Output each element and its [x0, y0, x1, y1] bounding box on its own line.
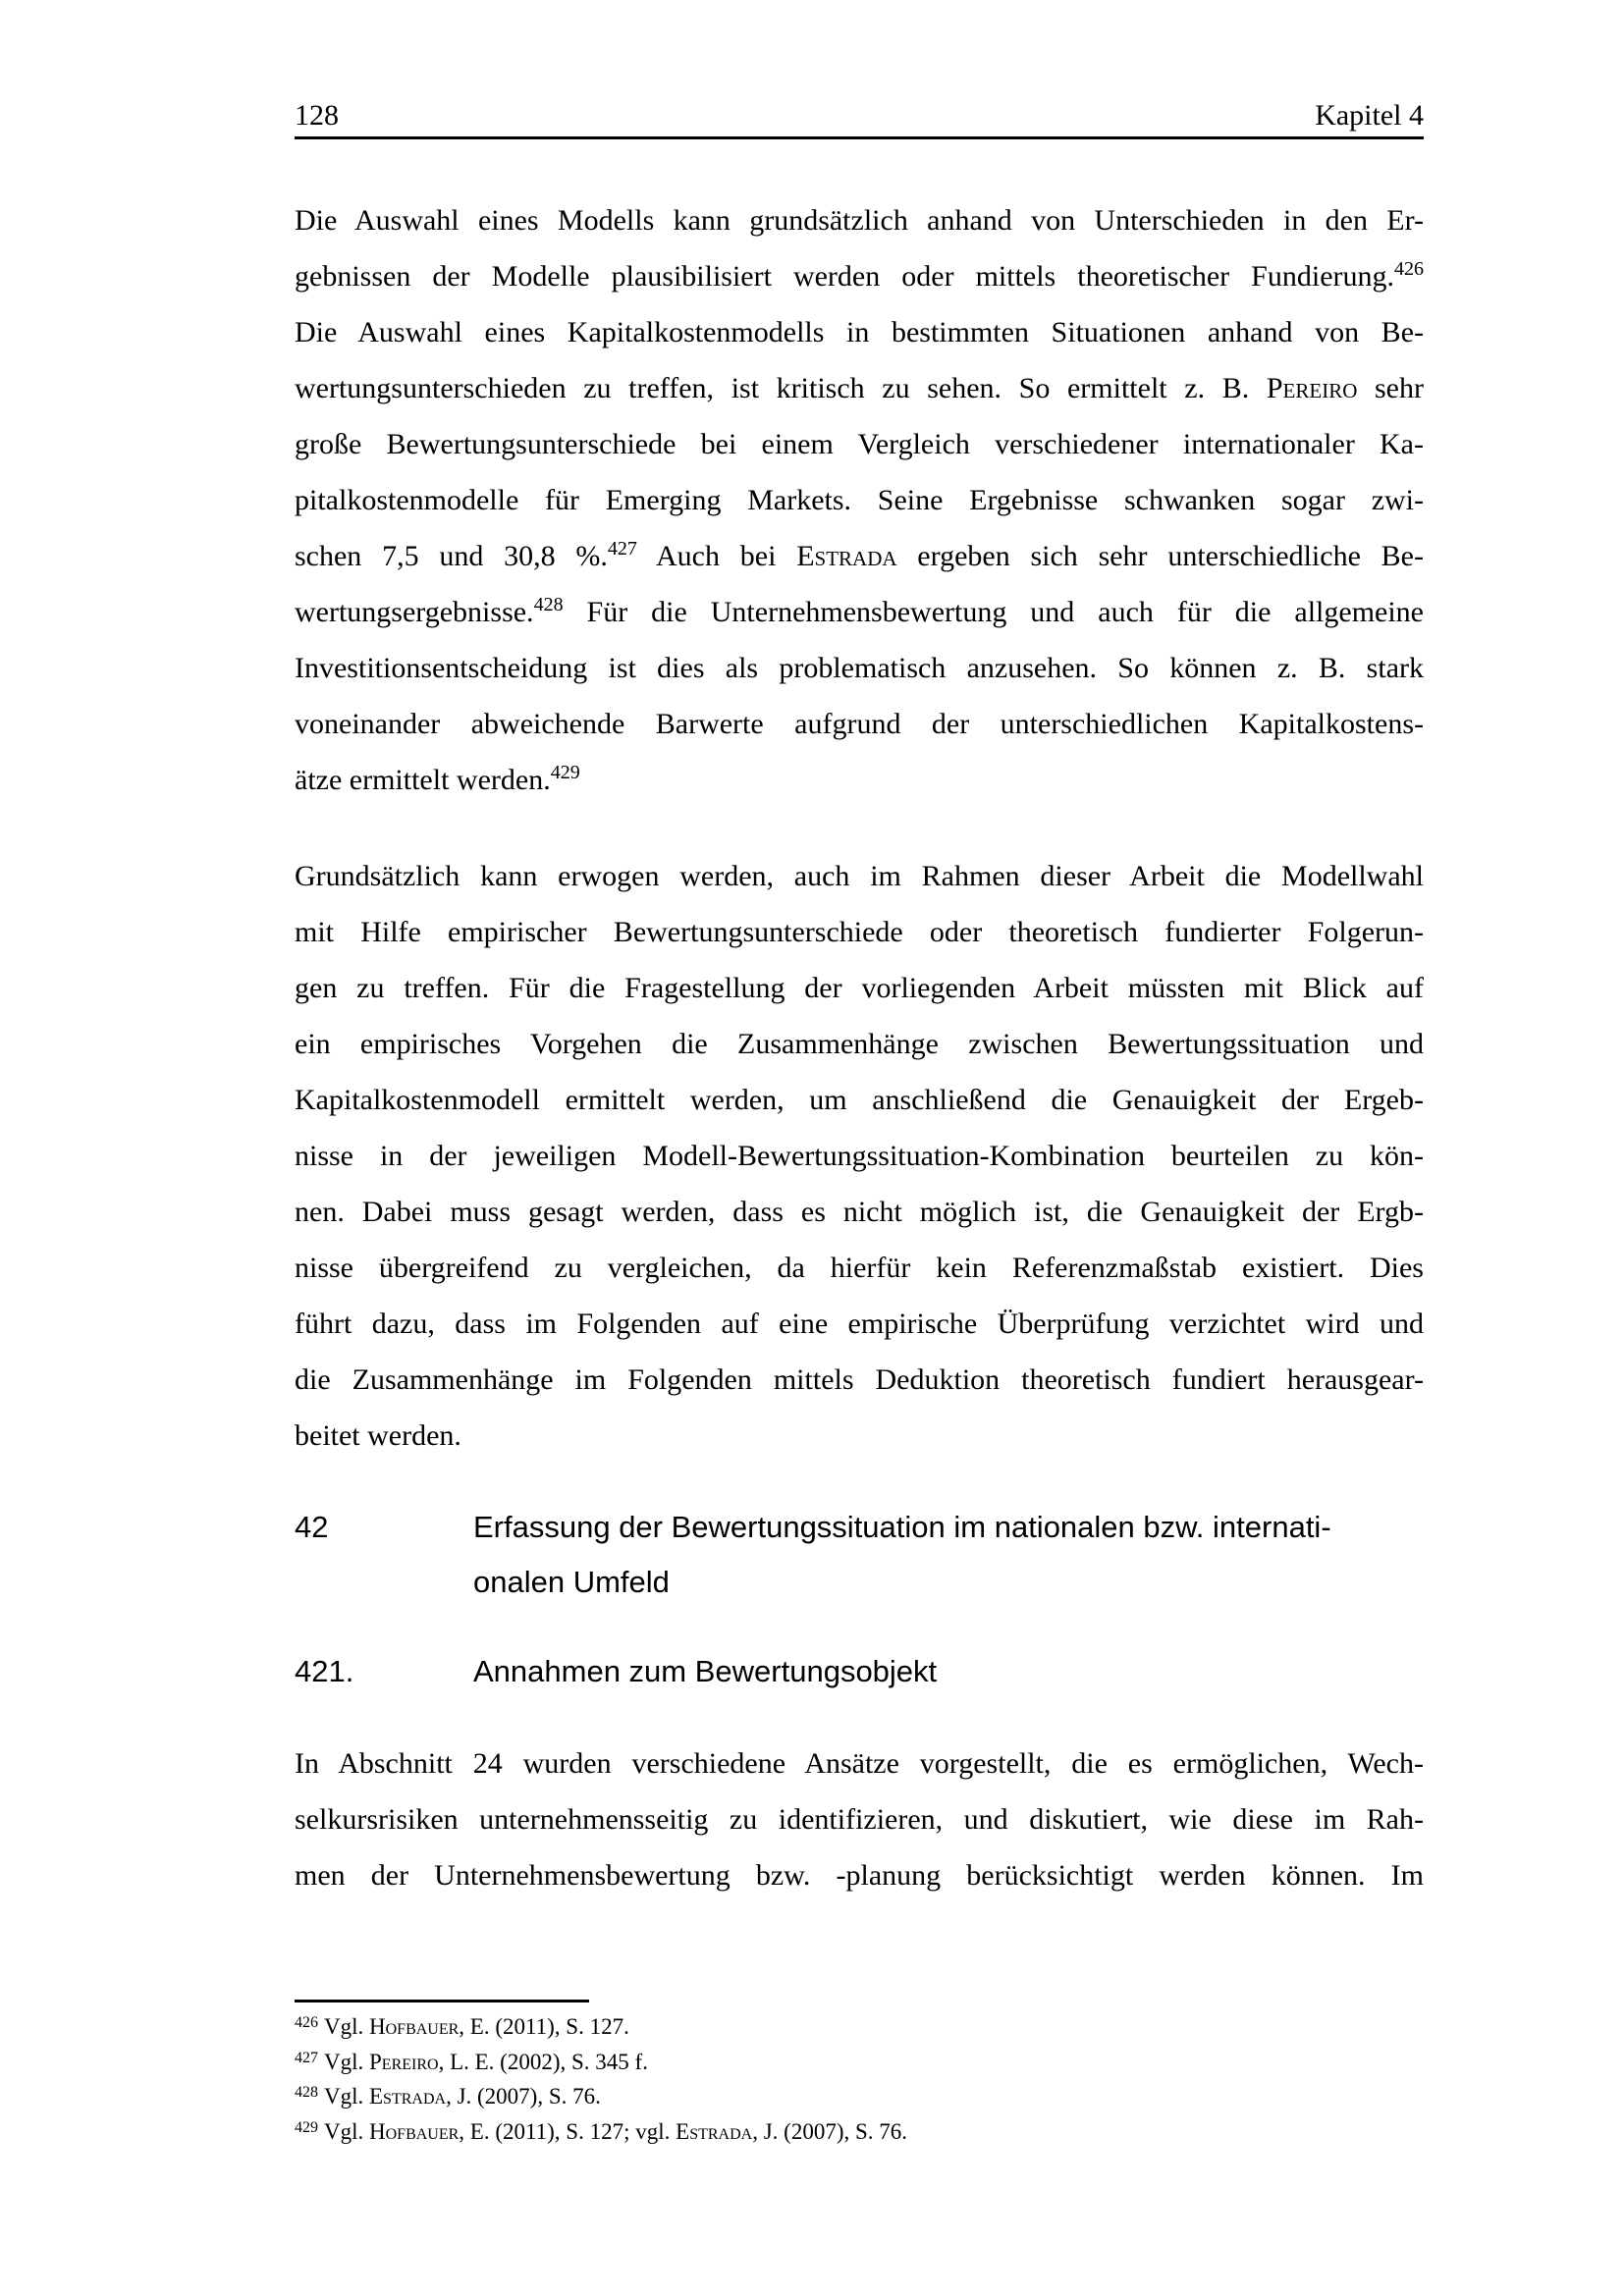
- paragraph: [295, 848, 1424, 1464]
- text-line: [295, 1072, 1424, 1128]
- small-caps-name: Estrada: [369, 2084, 447, 2109]
- text-line: [295, 584, 1424, 640]
- heading-line: Annahmen zum Bewertungsobjekt: [473, 1654, 938, 1688]
- text-run: selkursrisiken unternehmensseitig zu identifizieren, und diskutiert, wie diese im Rah-: [295, 1803, 1424, 1836]
- text-run: Die Auswahl eines Kapitalkostenmodells in bestimmten Situationen anhand von Be-: [295, 316, 1424, 348]
- small-caps-name: Estrada: [676, 2118, 753, 2144]
- text-run: Kapitalkostenmodell ermittelt werden, um anschließend die Genauigkeit der Ergeb-: [295, 1084, 1424, 1116]
- footnote: [295, 2047, 1424, 2082]
- text-run: Die Auswahl eines Modells kann grundsätzlich anhand von Unterschieden in den Er-: [295, 204, 1424, 237]
- text-line: [295, 1847, 1424, 1903]
- small-caps-name: Hofbauer: [369, 2014, 460, 2039]
- text-run: Vgl.: [324, 2014, 369, 2039]
- text-line: [295, 1408, 1424, 1464]
- heading-text: [473, 1644, 937, 1699]
- text-run: pitalkostenmodelle für Emerging Markets. Seine Ergebnisse schwanken sogar zwi-: [295, 484, 1424, 516]
- text-line: [295, 904, 1424, 960]
- text-line: [295, 416, 1424, 472]
- text-run: große Bewertungsunterschiede bei einem Vergleich verschiedener internationaler Ka-: [295, 428, 1424, 460]
- text-run: , E. (2011), S. 127.: [459, 2014, 629, 2039]
- text-run: Vgl.: [324, 2049, 369, 2074]
- text-line: [295, 304, 1424, 360]
- small-caps-name: Pereiro: [1266, 372, 1358, 404]
- text-run: In Abschnitt 24 wurden verschiedene Ansätze vorgestellt, die es ermöglichen, Wech-: [295, 1747, 1424, 1780]
- footnote-number: 429: [295, 2118, 318, 2136]
- text-run: ergeben sich sehr unterschiedliche Be-: [896, 540, 1424, 572]
- text-run: Vgl.: [324, 2084, 369, 2109]
- text-line: [295, 1016, 1424, 1072]
- text-line: [295, 360, 1424, 416]
- text-run: , J. (2007), S. 76.: [752, 2118, 908, 2144]
- paragraph: [295, 1735, 1424, 1903]
- text-run: Investitionsentscheidung ist dies als problematisch anzusehen. So können z. B. stark: [295, 652, 1424, 684]
- text-run: wertungsergebnisse.: [295, 596, 534, 628]
- text-run: nen. Dabei muss gesagt werden, dass es nicht möglich ist, die Genauigkeit der Ergb-: [295, 1196, 1424, 1228]
- text-run: schen 7,5 und 30,8 %.: [295, 540, 608, 572]
- footnote: [295, 2116, 1424, 2152]
- heading-number: 421.: [295, 1654, 354, 1688]
- text-run: , E. (2011), S. 127; vgl.: [459, 2118, 677, 2144]
- text-line: [295, 960, 1424, 1016]
- text-line: [295, 1184, 1424, 1240]
- text-run: ein empirisches Vorgehen die Zusammenhänge zwischen Bewertungssituation und: [295, 1028, 1424, 1060]
- text-run: ätze ermittelt werden.: [295, 764, 551, 796]
- heading-line: Erfassung der Bewertungssituation im nationalen bzw. internati-: [473, 1510, 1331, 1544]
- text-run: Grundsätzlich kann erwogen werden, auch im Rahmen dieser Arbeit die Modellwahl: [295, 860, 1424, 892]
- text-line: [295, 1735, 1424, 1791]
- text-line: [295, 696, 1424, 752]
- text-line: [295, 1352, 1424, 1408]
- footnote: [295, 2011, 1424, 2047]
- text-line: [295, 1296, 1424, 1352]
- footnotes-section: [295, 2011, 1424, 2151]
- heading-line: onalen Umfeld: [473, 1565, 670, 1599]
- text-run: die Zusammenhänge im Folgenden mittels Deduktion theoretisch fundiert herausgear-: [295, 1363, 1424, 1396]
- text-line: [295, 848, 1424, 904]
- text-run: führt dazu, dass im Folgenden auf eine empirische Überprüfung verzichtet wird und: [295, 1308, 1424, 1340]
- text-run: Auch bei: [636, 540, 797, 572]
- header-rule: [295, 136, 1424, 139]
- text-run: beitet werden.: [295, 1419, 461, 1452]
- text-line: [295, 248, 1424, 304]
- text-line: [295, 752, 1424, 808]
- small-caps-name: Hofbauer: [369, 2118, 460, 2144]
- footnote-reference: 429: [550, 762, 580, 783]
- text-line: [295, 1240, 1424, 1296]
- footnote-reference: 426: [1394, 258, 1424, 280]
- text-run: Für die Unternehmensbewertung und auch für die allgemeine: [563, 596, 1424, 628]
- footnote-number: 428: [295, 2084, 318, 2101]
- text-line: [295, 528, 1424, 584]
- chapter-label: Kapitel 4: [1315, 99, 1424, 132]
- footnote-number: 427: [295, 2049, 318, 2066]
- text-run: nisse in der jeweiligen Modell-Bewertungssituation-Kombination beurteilen zu kön-: [295, 1140, 1424, 1172]
- text-line: [295, 640, 1424, 696]
- text-line: [295, 192, 1424, 248]
- text-run: nisse übergreifend zu vergleichen, da hierfür kein Referenzmaßstab existiert. Dies: [295, 1252, 1424, 1284]
- text-run: gebnissen der Modelle plausibilisiert werden oder mittels theoretischer Fundierung.: [295, 260, 1394, 293]
- footnote-reference: 427: [607, 538, 637, 560]
- text-line: [295, 1791, 1424, 1847]
- text-run: sehr: [1357, 372, 1424, 404]
- text-run: Vgl.: [324, 2118, 369, 2144]
- text-line: [295, 1128, 1424, 1184]
- text-run: men der Unternehmensbewertung bzw. -planung berücksichtigt werden können. Im: [295, 1859, 1424, 1892]
- text-run: , J. (2007), S. 76.: [446, 2084, 601, 2109]
- text-run: gen zu treffen. Für die Fragestellung der vorliegenden Arbeit müssten mit Blick auf: [295, 972, 1424, 1004]
- text-line: [295, 472, 1424, 528]
- heading-number: 42: [295, 1510, 329, 1544]
- text-run: , L. E. (2002), S. 345 f.: [438, 2049, 648, 2074]
- footnote-separator-rule: [295, 2000, 589, 2002]
- footnote: [295, 2081, 1424, 2116]
- small-caps-name: Estrada: [796, 540, 897, 572]
- footnote-number: 426: [295, 2014, 318, 2031]
- page-number: 128: [295, 99, 339, 132]
- text-run: voneinander abweichende Barwerte aufgrund der unterschiedlichen Kapitalkostens-: [295, 708, 1424, 740]
- heading-text: [473, 1500, 1331, 1610]
- small-caps-name: Pereiro: [369, 2049, 439, 2074]
- section-heading: [295, 1500, 1424, 1610]
- section-heading: [295, 1644, 1424, 1699]
- text-run: mit Hilfe empirischer Bewertungsunterschiede oder theoretisch fundierter Folgerun-: [295, 916, 1424, 948]
- paragraph: [295, 192, 1424, 808]
- text-run: wertungsunterschieden zu treffen, ist kritisch zu sehen. So ermittelt z. B.: [295, 372, 1267, 404]
- footnote-reference: 428: [533, 594, 564, 615]
- running-header: [295, 101, 1424, 131]
